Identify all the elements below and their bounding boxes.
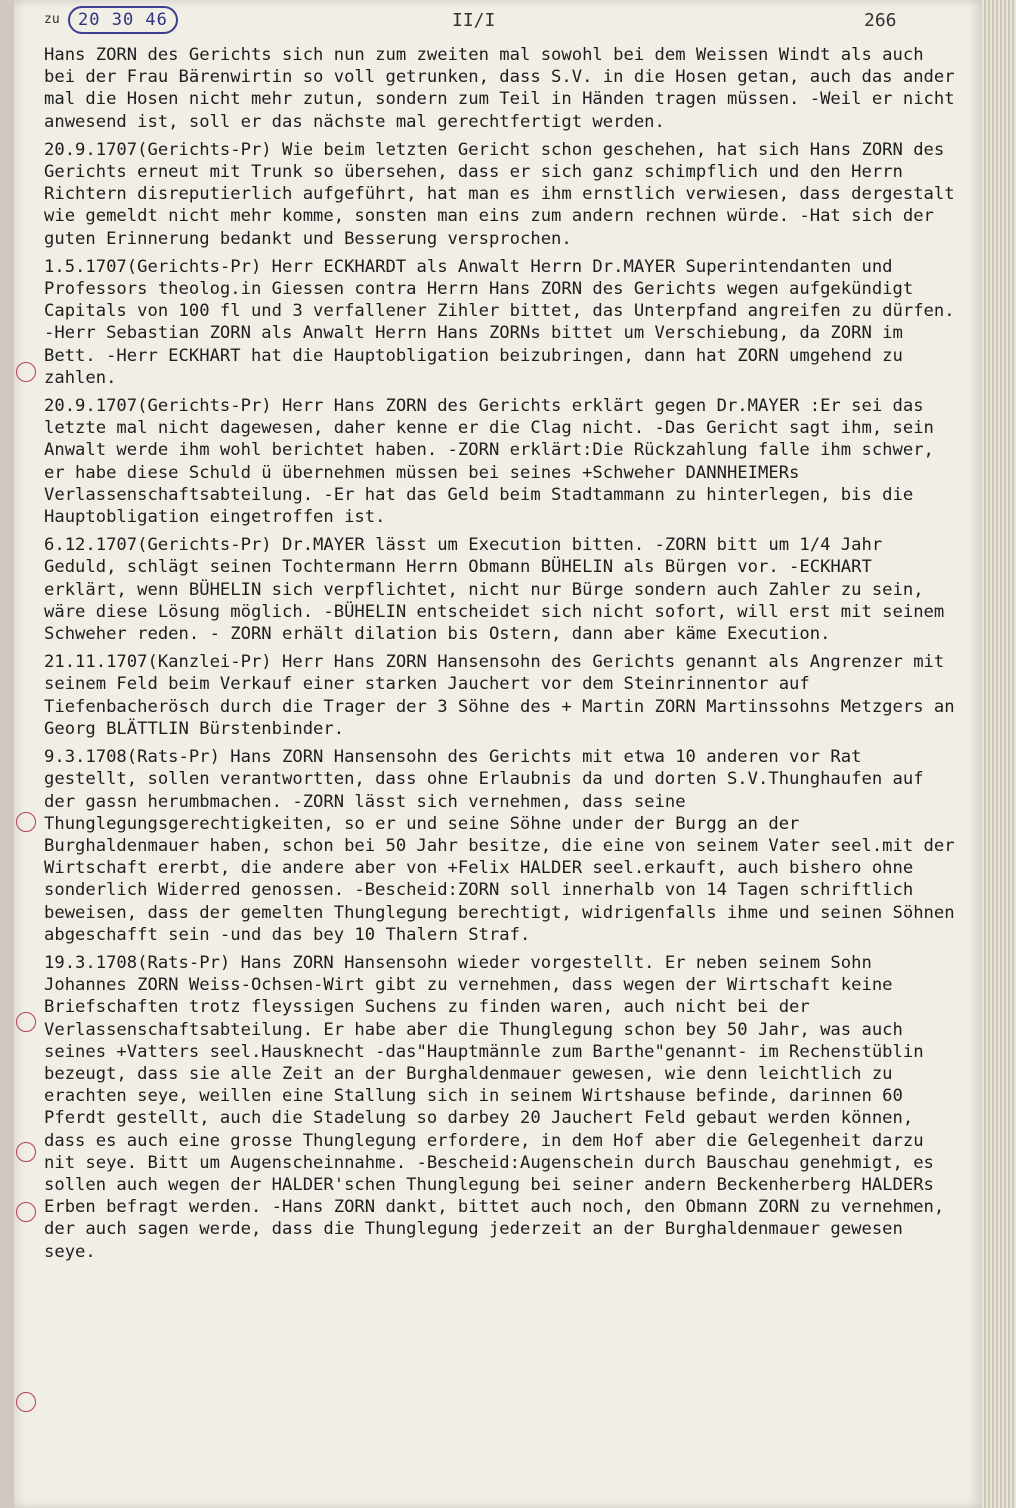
document-body <box>44 44 964 1269</box>
entry-paragraph: 21.11.1707(Kanzlei-Pr) Herr Hans ZORN Hansensohn des Gerichts genannt als Angrenzer mit seinem Feld beim Verkauf einer starken Jauchert vor dem Steinrinnentor auf Tiefenbacherösch durch die Trager der 3 Söhne des + Martin ZORN Martinssohns Metzgers an Georg BLÄTTLIN Bürstenbinder. <box>44 652 965 739</box>
entry-paragraph: 9.3.1708(Rats-Pr) Hans ZORN Hansensohn des Gerichts mit etwa 10 anderen vor Rat gestellt, sollen verantwortten, dass ohne Erlaubnis da und dorten S.V.Thunghaufen auf der gassn herumbmachen. -ZORN lässt sich vernehmen, dass seine Thunglegungsgerechtigkeiten, so er und seine Söhne under der Burgg an der Burghaldenmauer haben, schon bei 50 Jahr besitze, die eine von seinem Vater seel.mit der Wirtschaft ererbt, die andere aber von +Felix HALDER seel.erkauft, auch bishero ohne sonderlich Widerred genossen. -Bescheid:ZORN soll innerhalb von 14 Tagen schriftlich beweisen, dass der gemelten Thunglegung berechtigt, widrigenfalls ihme und seinen Söhnen abgeschafft sein -und das bey 10 Thalern Straf. <box>44 747 965 945</box>
entry-paragraph: 20.9.1707(Gerichts-Pr) Wie beim letzten Gericht schon geschehen, hat sich Hans ZORN des Gerichts erneut mit Trunk so übersehen, dass er sich ganz schimpflich und den Herrn Richtern disreputierlich aufgeführt, hat man es ihm ernstlich verwiesen, dass dergestalt wie gemeldt nicht mehr komme, sonsten man eins zum andern rechnen würde. -Hat sich der guten Erinnerung bedankt und Besserung versprochen. <box>44 139 965 249</box>
margin-stamp-icon <box>16 1142 36 1162</box>
entry-paragraph: 20.9.1707(Gerichts-Pr) Herr Hans ZORN des Gerichts erklärt gegen Dr.MAYER :Er sei das letzte mal nicht dagewesen, daher kenne er die Clag nicht. -Das Gericht sagt ihm, sein Anwalt werde ihm wohl berichtet haben. -ZORN erklärt:Die Rückzahlung falle ihm schwer, er habe diese Schuld ü übernehmen müssen bei seines +Schweher DANNHEIMERs Verlassenschaftsabteilung. -Er hat das Geld beim Stadtammann zu hinterlegen, bis die Hauptobligation eingetroffen ist. <box>44 396 945 528</box>
margin-stamp-icon <box>16 362 36 382</box>
reference-prefix: zu <box>44 12 60 27</box>
entry-paragraph: 1.5.1707(Gerichts-Pr) Herr ECKHARDT als Anwalt Herrn Dr.MAYER Superintendanten und Professors theolog.in Giessen contra Herrn Hans ZORN des Gerichts wegen aufgekündigt Capitals von 100 fl und 3 verfallener Zihler bittet, das Unterpfand angreifen zu dürfen. -Herr Sebastian ZORN als Anwalt Herrn Hans ZORNs bittet um Verschiebung, da ZORN im Bett. -Herr ECKHART hat die Hauptobligation beizubringen, dann hat ZORN umgehend zu zahlen. <box>44 256 965 388</box>
page-header <box>44 6 944 40</box>
page-number: 266 <box>864 10 897 31</box>
margin-stamp-icon <box>16 1012 36 1032</box>
document-page <box>14 0 982 1508</box>
margin-stamp-icon <box>16 1202 36 1222</box>
margin-stamp-icon <box>16 812 36 832</box>
entry-paragraph: Hans ZORN des Gerichts sich nun zum zweiten mal sowohl bei dem Weissen Windt als auch bei der Frau Bärenwirtin so voll getrunken, dass S.V. in die Hosen getan, auch das ander mal die Hosen nicht mehr zutun, sondern zum Teil in Händen tragen müssen. -Weil er nicht anwesend ist, soll er das nächste mal gerechtfertigt werden. <box>44 45 965 132</box>
entry-paragraph: 6.12.1707(Gerichts-Pr) Dr.MAYER lässt um Execution bitten. -ZORN bitt um 1/4 Jahr Geduld, schlägt seinen Tochtermann Herrn Obmann BÜHELIN als Bürgen vor. -ECKHART erklärt, wenn BÜHELIN sich verpflichtet, nicht nur Bürge sondern auch Zahler zu sein, wäre diese Lösung möglich. -BÜHELIN entscheidet sich nicht sofort, will erst mit seinem Schweher reden. - ZORN erhält dilation bis Ostern, dann aber käme Execution. <box>44 535 955 645</box>
reference-numbers: 20 30 46 <box>68 6 178 34</box>
book-page-edge <box>982 0 1016 1508</box>
margin-stamp-icon <box>16 1392 36 1412</box>
entry-paragraph: 19.3.1708(Rats-Pr) Hans ZORN Hansensohn wieder vorgestellt. Er neben seinem Sohn Johannes ZORN Weiss-Ochsen-Wirt gibt zu vernehmen, dass wegen der Wirtschaft keine Briefschaften trotz fleyssigen Suchens zu finden waren, auch nicht bei der Verlassenschaftsabteilung. Er habe aber die Thunglegung schon bey 50 Jahr, was auch seines +Vatters seel.Hausknecht -das"Hauptmännle zum Barthe"genannt- im Rechenstüblin bezeugt, dass sie alle Zeit an der Burghaldenmauer gewesen, wie denn leichtlich zu erachten seye, weillen eine Stallung sich in seinem Wirtshause befinde, darinnen 60 Pferdt gestellt, auch die Stadelung so darbey 20 Jauchert Feld gebaut werden können, dass es auch eine grosse Thunglegung erfordere, in dem Hof aber die Gelegenheit darzu nit seye. Bitt um Augenscheinnahme. -Bescheid:Augenschein durch Bauschau genehmigt, es sollen auch wegen der HALDER'schen Thunglegung bei seiner andern Beckenherberg HALDERs Erben befragt werden. -Hans ZORN dankt, bittet auch noch, den Obmann ZORN zu vernehmen, der auch sagen werde, dass die Thunglegung jederzeit an der Burghaldenmauer gewesen seye. <box>44 952 955 1262</box>
section-mark: II/I <box>452 10 496 31</box>
